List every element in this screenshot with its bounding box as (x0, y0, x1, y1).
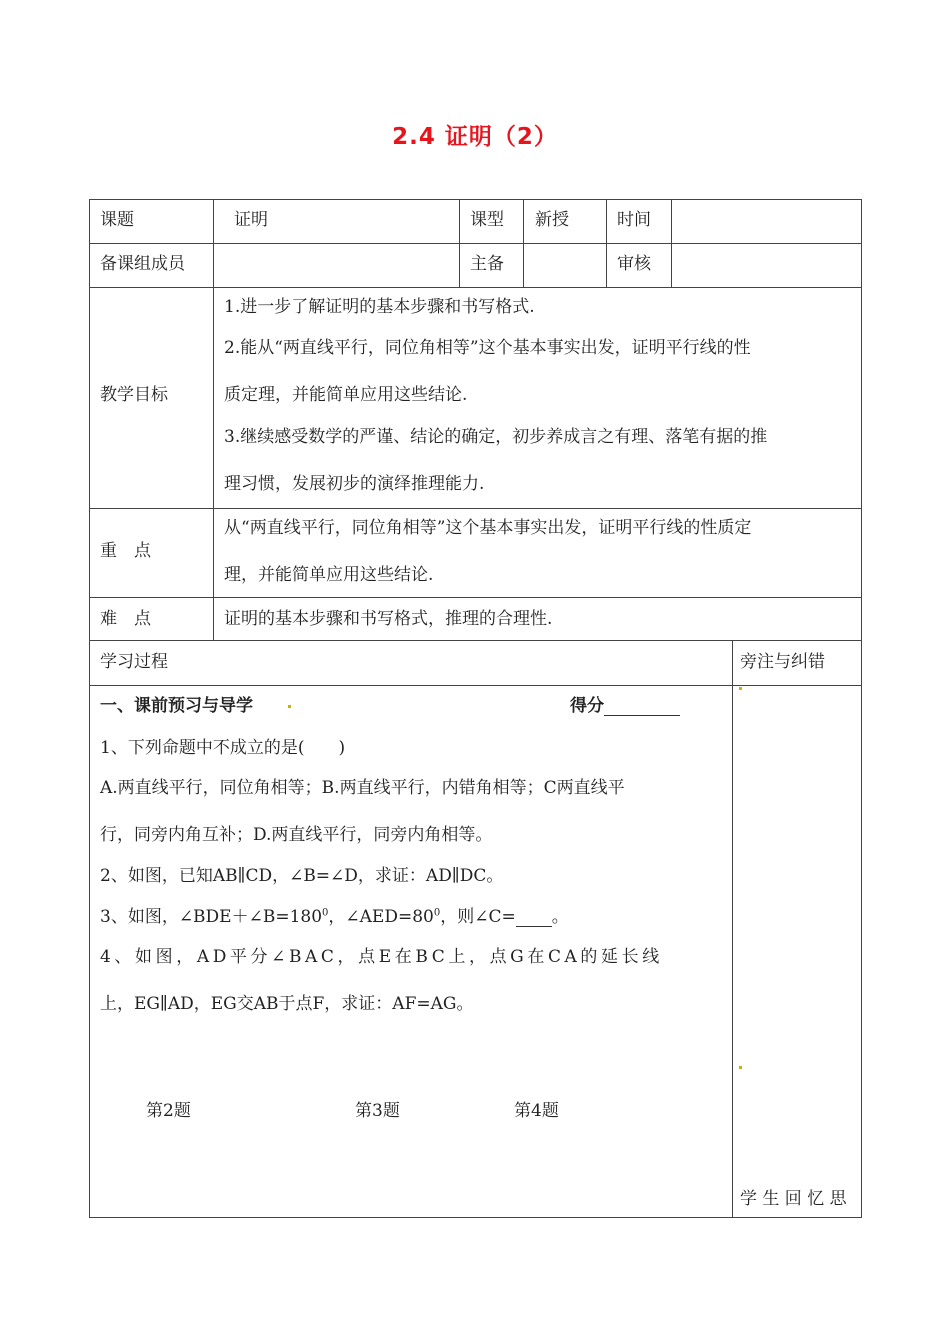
mark-dot (288, 705, 291, 708)
mark-dot (739, 1066, 742, 1069)
question-1: 1、下列命题中不成立的是( ) (100, 738, 346, 758)
key-point-line-2: 理，并能简单应用这些结论. (224, 565, 434, 585)
goal-line-5: 理习惯，发展初步的演绎推理能力. (224, 474, 485, 494)
type-value: 新授 (535, 210, 569, 230)
goals-label: 教学目标 (100, 385, 168, 405)
side-note-text: 学 生 回 忆 思 (740, 1189, 847, 1209)
question-2: 2、如图，已知AB∥CD，∠B=∠D，求证：AD∥DC。 (100, 866, 504, 886)
key-point-line-1: 从“两直线平行，同位角相等”这个基本事实出发，证明平行线的性质定 (224, 518, 752, 538)
difficulty-text: 证明的基本步骤和书写格式，推理的合理性. (224, 609, 553, 629)
question-4-line-1: 4、如图，AD平分∠BAC，点E在BC上，点G在CA的延长线 (100, 947, 663, 967)
question-1-options-line-2: 行，同旁内角互补；D.两直线平行，同旁内角相等。 (100, 825, 493, 845)
side-note-header: 旁注与纠错 (740, 652, 825, 672)
goal-line-2: 2.能从“两直线平行，同位角相等”这个基本事实出发，证明平行线的性 (224, 338, 751, 358)
mark-dot (739, 687, 742, 690)
figure-3-label: 第3题 (355, 1101, 400, 1121)
lead-label: 主备 (470, 254, 504, 274)
review-label: 审核 (617, 254, 651, 274)
score-field: 得分 (570, 691, 680, 716)
figure-4-label: 第4题 (514, 1101, 559, 1121)
section-heading: 一、课前预习与导学 (100, 696, 253, 716)
type-label: 课型 (470, 210, 504, 230)
difficulty-label: 难 点 (100, 609, 151, 629)
question-3: 3、如图，$\angle BDE+\angle B=180^0$，$\angle AED=80^0$，则∠C= 。 (100, 907, 569, 927)
key-point-label: 重 点 (100, 541, 151, 561)
topic-label: 课题 (100, 210, 134, 230)
group-label: 备课组成员 (100, 254, 185, 274)
figure-2-label: 第2题 (146, 1101, 191, 1121)
process-label: 学习过程 (100, 652, 168, 672)
topic-value: 证明 (234, 210, 268, 230)
time-label: 时间 (617, 210, 651, 230)
question-1-options-line-1: A.两直线平行，同位角相等；B.两直线平行，内错角相等；C两直线平 (100, 778, 625, 798)
goal-line-3: 质定理，并能简单应用这些结论. (224, 385, 468, 405)
page-title: 2.4 证明（2） (392, 124, 558, 150)
goal-line-1: 1.进一步了解证明的基本步骤和书写格式. (224, 297, 535, 317)
goal-line-4: 3.继续感受数学的严谨、结论的确定，初步养成言之有理、落笔有据的推 (224, 427, 768, 447)
question-4-line-2: 上，EG∥AD，EG交AB于点F，求证：AF=AG。 (100, 994, 474, 1014)
